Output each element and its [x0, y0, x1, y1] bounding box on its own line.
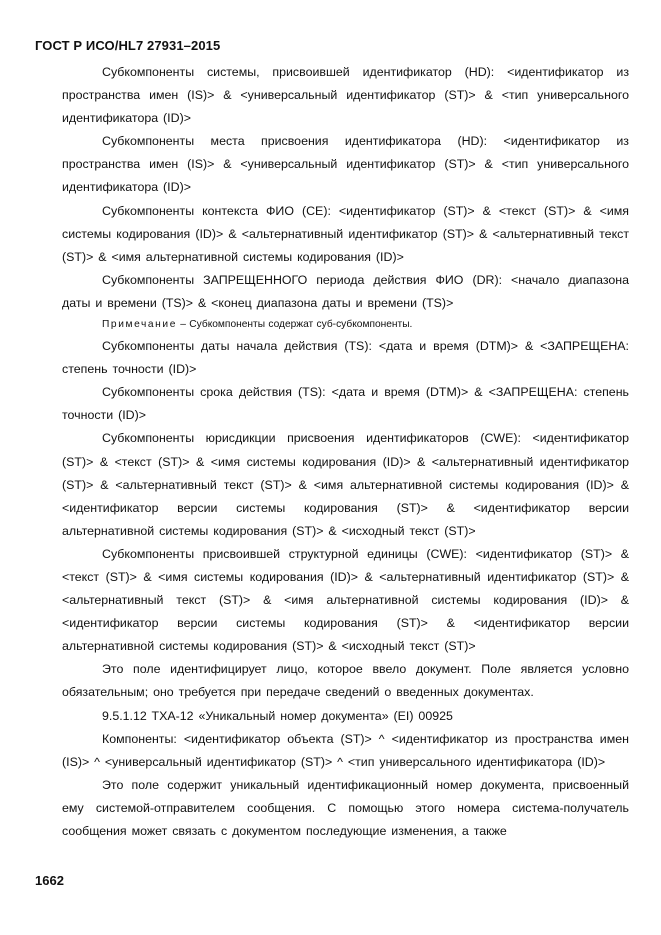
page-body: [62, 61, 629, 843]
paragraph-cwe-jurisdiction: Субкомпоненты юрисдикции присвоения идентификаторов (CWE): <идентификатор (ST)> & <текст (ST)> & <имя системы кодирования (ID)> & <альтернативный идентификатор (ST)> & <альтернативный текст (ST)> & <имя альтернативной системы кодирования (ID)> & <идентификатор версии системы кодирования (ST)> & <идентификатор версии альтернативной системы кодирования (ST)> & <исходный текст (ST)>: [62, 431, 629, 538]
paragraph-ce-context: Субкомпоненты контекста ФИО (CE): <идентификатор (ST)> & <текст (ST)> & <имя системы кодирования (ID)> & <альтернативный идентификатор (ST)> & <альтернативный текст (ST)> & <имя альтернативной системы кодирования (ID)>: [62, 203, 629, 264]
paragraph-hd-system: Субкомпоненты системы, присвоившей идентификатор (HD): <идентификатор из пространства имен (IS)> & <универсальный идентификатор (ST)> & <тип универсального идентификатора (ID)>: [62, 65, 629, 126]
paragraph-hd-place: Субкомпоненты места присвоения идентификатора (HD): <идентификатор из пространства имен (IS)> & <универсальный идентификатор (ST)> & <тип универсального идентификатора (ID)>: [62, 134, 629, 195]
paragraph-ts-start: Субкомпоненты даты начала действия (TS): <дата и время (DTM)> & <ЗАПРЕЩЕНА: степень точности (ID)>: [62, 339, 629, 377]
paragraph-unique-number: Это поле содержит уникальный идентификационный номер документа, присвоенный ему системой-отправителем сообщения. С помощью этого номера система-получатель сообщения может связать с документом последующие изменения, а также: [62, 777, 629, 838]
page-number: 1662: [35, 873, 64, 888]
paragraph-dr-period: Субкомпоненты ЗАПРЕЩЕННОГО периода действия ФИО (DR): <начало диапазона даты и времени (TS)> & <конец диапазона даты и времени (TS)>: [62, 272, 629, 310]
paragraph-cwe-unit: Субкомпоненты присвоившей структурной единицы (CWE): <идентификатор (ST)> & <текст (ST)> & <имя системы кодирования (ID)> & <альтернативный идентификатор (ST)> & <альтернативный текст (ST)> & <имя альтернативной системы кодирования (ID)> & <идентификатор версии системы кодирования (ST)> & <идентификатор версии альтернативной системы кодирования (ST)> & <исходный текст (ST)>: [62, 546, 629, 654]
note-text: – Субкомпоненты содержат суб-субкомпоненты.: [176, 319, 413, 331]
paragraph-ts-term: Субкомпоненты срока действия (TS): <дата и время (DTM)> & <ЗАПРЕЩЕНА: степень точности (ID)>: [62, 385, 629, 423]
note: [62, 315, 629, 335]
note-label: Примечание: [102, 319, 177, 331]
section-heading: 9.5.1.12 TXA-12 «Уникальный номер документа» (EI) 00925: [102, 708, 453, 723]
paragraph-components: Компоненты: <идентификатор объекта (ST)> ^ <идентификатор из пространства имен (IS)> ^ <универсальный идентификатор (ST)> ^ <тип универсального идентификатора (ID)>: [62, 731, 629, 769]
paragraph-field-description: Это поле идентифицирует лицо, которое ввело документ. Поле является условно обязательным; оно требуется при передаче сведений о введенных документах.: [62, 662, 629, 700]
document-header: ГОСТ Р ИСО/HL7 27931–2015: [35, 38, 221, 53]
